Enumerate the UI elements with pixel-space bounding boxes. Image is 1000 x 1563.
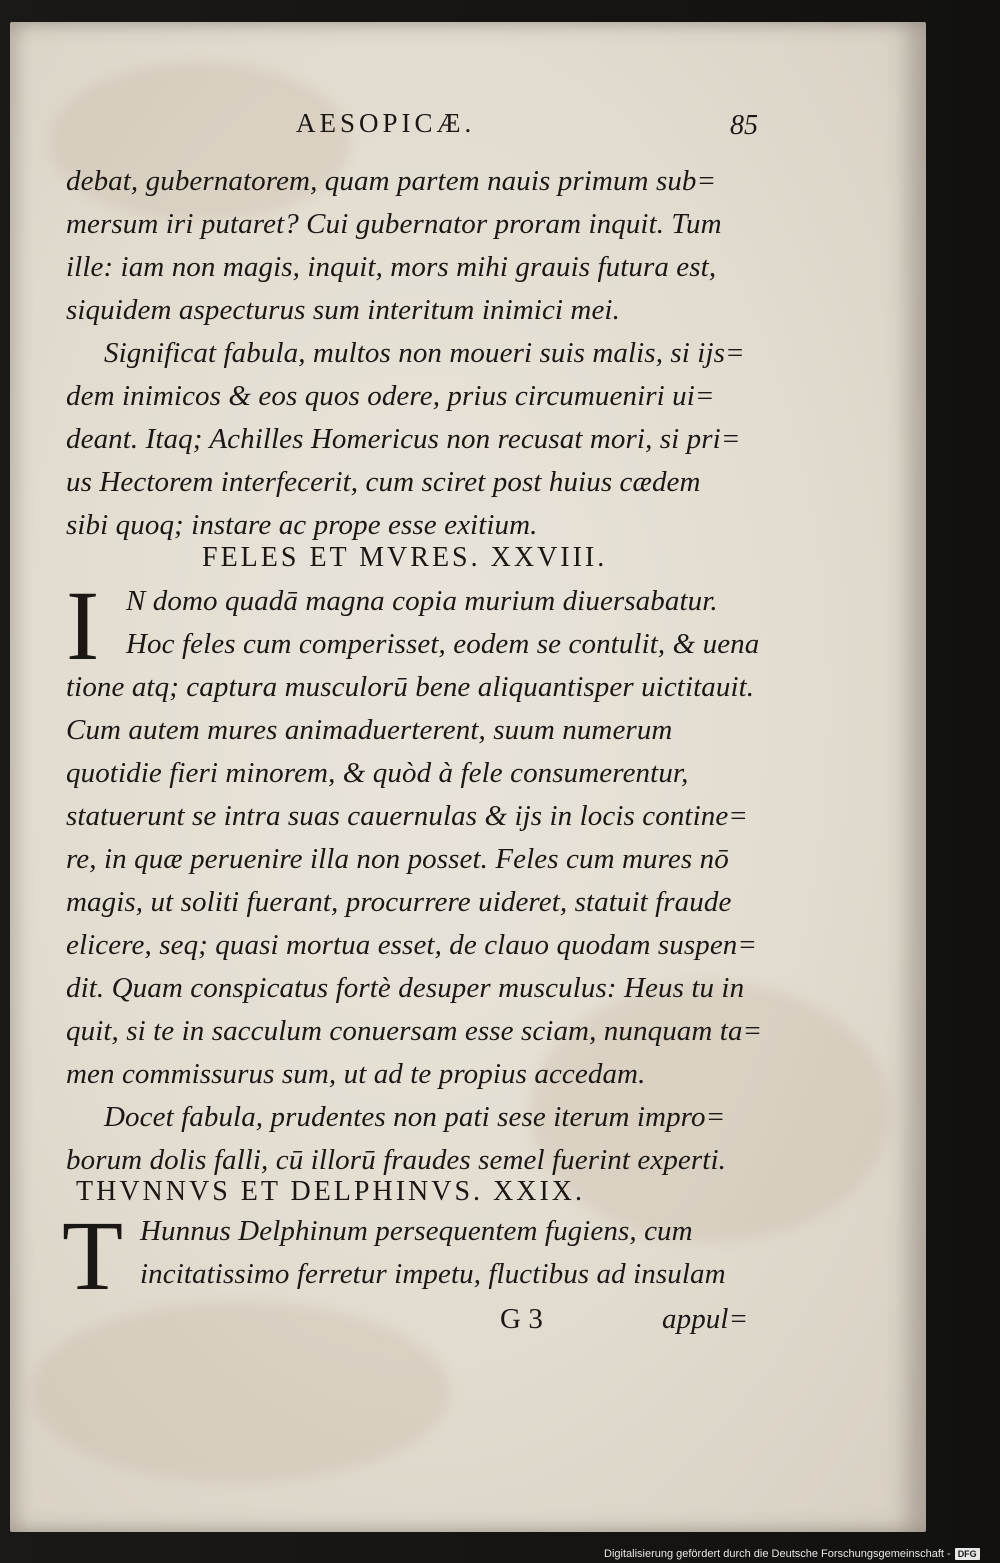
text-line: quit, si te in sacculum conuersam esse sciam, nunquam ta= bbox=[66, 1015, 763, 1047]
text-line: ille: iam non magis, inquit, mors mihi grauis futura est, bbox=[66, 251, 717, 283]
drop-cap: I bbox=[66, 570, 100, 681]
text-line: dem inimicos & eos quos odere, prius circumueniri ui= bbox=[66, 380, 715, 412]
fable-heading: THVNNVS ET DELPHINVS. XXIX. bbox=[76, 1176, 586, 1207]
text-line: Hoc feles cum comperisset, eodem se contulit, & uena bbox=[126, 628, 760, 660]
text-line: re, in quæ peruenire illa non posset. Feles cum mures nō bbox=[66, 843, 729, 875]
text-line: quotidie fieri minorem, & quòd à fele consumerentur, bbox=[66, 757, 689, 789]
text-line: sibi quoq; instare ac prope esse exitium. bbox=[66, 509, 538, 541]
catchword: appul= bbox=[662, 1303, 749, 1335]
text-line: men commissurus sum, ut ad te propius accedam. bbox=[66, 1058, 646, 1090]
text-line: dit. Quam conspicatus fortè desuper musculus: Heus tu in bbox=[66, 972, 745, 1004]
running-title: AESOPICÆ. bbox=[296, 108, 476, 138]
signature-mark: G 3 bbox=[500, 1303, 543, 1335]
text-line: mersum iri putaret? Cui gubernator proram inquit. Tum bbox=[66, 208, 722, 240]
text-line: elicere, seq; quasi mortua esset, de clauo quodam suspen= bbox=[66, 929, 758, 961]
drop-cap: T bbox=[62, 1200, 124, 1311]
text-line: Hunnus Delphinum persequentem fugiens, cum bbox=[140, 1215, 693, 1247]
text-line: N domo quadā magna copia murium diuersabatur. bbox=[126, 585, 718, 617]
page-number: 85 bbox=[730, 110, 758, 141]
dfg-logo: DFG bbox=[955, 1548, 980, 1560]
text-line: deant. Itaq; Achilles Homericus non recusat mori, si pri= bbox=[66, 423, 741, 455]
text-line: tione atq; captura musculorū bene aliquantisper uictitauit. bbox=[66, 671, 755, 703]
text-line: borum dolis falli, cū illorū fraudes semel fuerint experti. bbox=[66, 1144, 726, 1176]
text-line: Cum autem mures animaduerterent, suum numerum bbox=[66, 714, 673, 746]
fable-heading: FELES ET MVRES. XXVIII. bbox=[202, 542, 608, 573]
text-line: siquidem aspecturus sum interitum inimici mei. bbox=[66, 294, 620, 326]
text-line: statuerunt se intra suas cauernulas & ijs in locis contine= bbox=[66, 800, 748, 832]
paper-stain bbox=[30, 1302, 450, 1482]
text-line: Significat fabula, multos non moueri suis malis, si ijs= bbox=[104, 337, 745, 369]
text-line: Docet fabula, prudentes non pati sese iterum impro= bbox=[104, 1101, 726, 1133]
digitization-credit bbox=[604, 1545, 980, 1563]
text-line: incitatissimo ferretur impetu, fluctibus ad insulam bbox=[140, 1258, 726, 1290]
text-line: magis, ut soliti fuerant, procurrere uideret, statuit fraude bbox=[66, 886, 732, 918]
text-line: debat, gubernatorem, quam partem nauis primum sub= bbox=[66, 165, 717, 197]
credit-text: Digitalisierung gefördert durch die Deutsche Forschungsgemeinschaft - bbox=[604, 1548, 951, 1560]
text-line: us Hectorem interfecerit, cum sciret post huius cædem bbox=[66, 466, 701, 498]
